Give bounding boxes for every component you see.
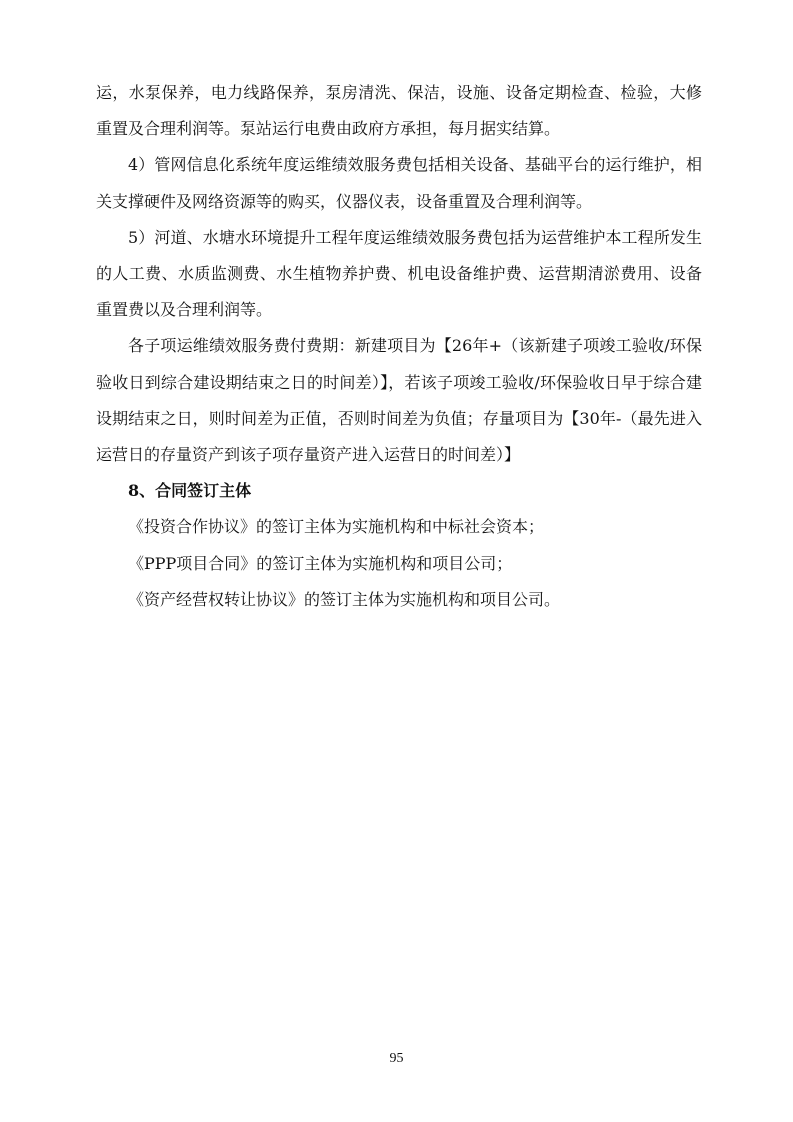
page-number: 95 [389, 1051, 404, 1066]
paragraph-pump-maintenance: 运，水泵保养，电力线路保养，泵房清洗、保洁，设施、设备定期检查、检验，大修重置及合理利润等。泵站运行电费由政府方承担，每月据实结算。 [96, 83, 702, 139]
paragraph-payment-period: 各子项运维绩效服务费付费期：新建项目为【26年+（该新建子项竣工验收/环保验收日到综合建设期结束之日的时间差）】，若该子项竣工验收/环保验收日早于综合建设期结束之日，则时间差为正值，否则时间差为负值；存量项目为【30年-（最先进入运营日的存量资产到该子项存量资产进入运营日的时间差）】 [96, 336, 702, 465]
section-heading: 8、合同签订主体 [128, 481, 252, 501]
document-body [96, 75, 702, 618]
paragraph-river-pond-fee: 5）河道、水塘水环境提升工程年度运维绩效服务费包括为运营维护本工程所发生的人工费、水质监测费、水生植物养护费、机电设备维护费、运营期清淤费用、设备重置费以及合理利润等。 [96, 227, 702, 320]
list-item: 《投资合作协议》的签订主体为实施机构和中标社会资本； [128, 517, 545, 537]
list-item: 《资产经营权转让协议》的签订主体为实施机构和项目公司。 [128, 589, 561, 609]
list-item: 《PPP项目合同》的签订主体为实施机构和项目公司； [128, 553, 513, 573]
paragraph-pipe-network-fee: 4）管网信息化系统年度运维绩效服务费包括相关设备、基础平台的运行维护，相关支撑硬件及网络资源等的购买，仪器仪表，设备重置及合理利润等。 [96, 155, 702, 211]
